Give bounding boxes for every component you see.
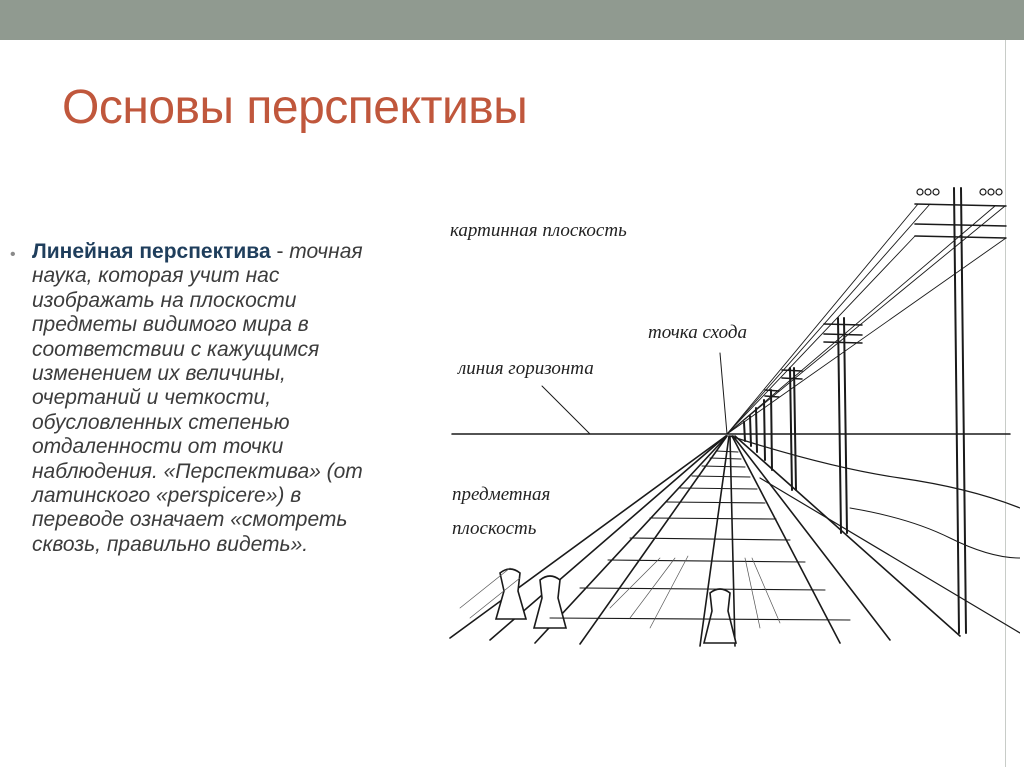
bullet-dash: - (270, 240, 290, 263)
label-object-plane-line2: плоскость (452, 518, 537, 539)
label-horizon-line: линия горизонта (458, 358, 594, 379)
bullet-body: точная наука, которая учит нас изображать на плоскости предметы видимого мира в соответствии с кажущимся изменением их величины, очертаний и четкости, обусловленных степенью отдаленности от точки наблюдения. «Перспектива» (от латинского «perspicere») в переводе означает «смотреть сквозь, правильно видеть». (32, 240, 363, 556)
slide-title: Основы перспективы (62, 81, 528, 134)
label-picture-plane: картинная плоскость (450, 220, 627, 241)
bullet-text (32, 240, 377, 557)
label-object-plane-line1: предметная (452, 484, 551, 505)
bullet-lead: Линейная перспектива (32, 240, 271, 263)
bullet-dot-icon: • (10, 246, 16, 263)
perspective-illustration (430, 178, 1020, 648)
top-bar (0, 0, 1024, 40)
label-vanishing-point: точка схода (648, 322, 747, 343)
